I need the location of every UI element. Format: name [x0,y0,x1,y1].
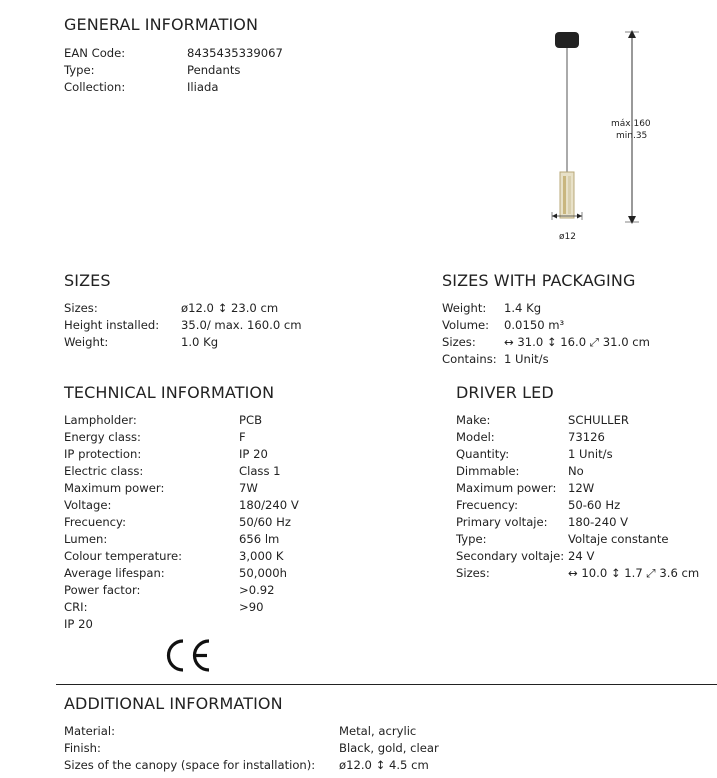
row-label: Energy class: [64,430,141,444]
additional-information-heading: ADDITIONAL INFORMATION [64,694,283,713]
row-label: Frecuency: [64,515,126,529]
row-label: Primary voltaje: [456,515,548,529]
row-value: ø12.0 ↕ 4.5 cm [339,758,429,772]
row-value: 1.4 Kg [504,301,542,315]
row-value: ↔ 10.0 ↕ 1.7 ⤢ 3.6 cm [568,566,700,580]
row-label: EAN Code: [64,46,126,60]
row-label: Material: [64,724,116,738]
row-label: Dimmable: [456,464,520,478]
row-value: 35.0/ max. 160.0 cm [181,318,302,332]
row-value: >90 [239,600,264,614]
row-label: Sizes of the canopy (space for installation): [64,758,316,772]
row-value: 1.0 Kg [181,335,219,349]
driver-led-heading: DRIVER LED [456,383,554,402]
packaging-heading: SIZES WITH PACKAGING [442,271,636,290]
diameter-label: ø12 [559,232,576,242]
product-dimension-drawing [535,20,665,250]
row-value: Black, gold, clear [339,741,439,755]
row-label: Weight: [64,335,109,349]
row-value: ø12.0 ↕ 23.0 cm [181,301,279,315]
row-value: Iliada [187,80,219,94]
row-value: IP 20 [239,447,268,461]
row-label: Sizes: [442,335,476,349]
row-label: Contains: [442,352,497,366]
row-label: Make: [456,413,491,427]
row-value: Metal, acrylic [339,724,417,738]
row-label: Quantity: [456,447,510,461]
row-label: Colour temperature: [64,549,183,563]
row-label: Model: [456,430,495,444]
row-value: 50/60 Hz [239,515,291,529]
row-label: Secondary voltaje: [456,549,565,563]
row-label: Power factor: [64,583,141,597]
row-value: SCHULLER [568,413,629,427]
row-label: IP protection: [64,447,142,461]
row-label: Lumen: [64,532,108,546]
row-value: 8435435339067 [187,46,283,60]
row-value: 50,000h [239,566,287,580]
row-value: 1 Unit/s [504,352,549,366]
row-label: Average lifespan: [64,566,165,580]
row-label: Height installed: [64,318,160,332]
row-value: Class 1 [239,464,281,478]
row-value: 24 V [568,549,595,563]
height-max-label: máx.160 [611,119,651,129]
row-label: Electric class: [64,464,144,478]
row-value: Voltaje constante [568,532,669,546]
sizes-heading: SIZES [64,271,111,290]
row-value: >0.92 [239,583,275,597]
row-label: Type: [64,63,95,77]
row-label: Volume: [442,318,490,332]
row-value: PCB [239,413,263,427]
row-label: Sizes: [456,566,490,580]
row-value: F [239,430,246,444]
row-value: ↔ 31.0 ↕ 16.0 ⤢ 31.0 cm [504,335,650,349]
row-value: 73126 [568,430,605,444]
row-label: Type: [456,532,487,546]
technical-information-heading: TECHNICAL INFORMATION [64,383,275,402]
row-label: Weight: [442,301,487,315]
row-label: Sizes: [64,301,98,315]
row-value: 3,000 K [239,549,284,563]
row-label: Maximum power: [64,481,165,495]
row-label: CRI: [64,600,88,614]
ce-mark-icon [163,633,213,678]
row-value: Pendants [187,63,241,77]
row-value: 656 lm [239,532,280,546]
row-value: 7W [239,481,258,495]
row-value: 180/240 V [239,498,299,512]
row-label: Maximum power: [456,481,557,495]
row-value: 0.0150 m³ [504,318,565,332]
row-label: Finish: [64,741,101,755]
row-value: 180-240 V [568,515,629,529]
row-value: No [568,464,584,478]
row-label: Voltage: [64,498,112,512]
section-divider [56,684,717,685]
row-value: 50-60 Hz [568,498,621,512]
row-label: Frecuency: [456,498,518,512]
height-min-label: min.35 [616,131,648,141]
general-information-heading: GENERAL INFORMATION [64,15,259,34]
row-label: IP 20 [64,617,93,631]
row-label: Collection: [64,80,126,94]
row-value: 1 Unit/s [568,447,613,461]
row-value: 12W [568,481,595,495]
row-label: Lampholder: [64,413,137,427]
